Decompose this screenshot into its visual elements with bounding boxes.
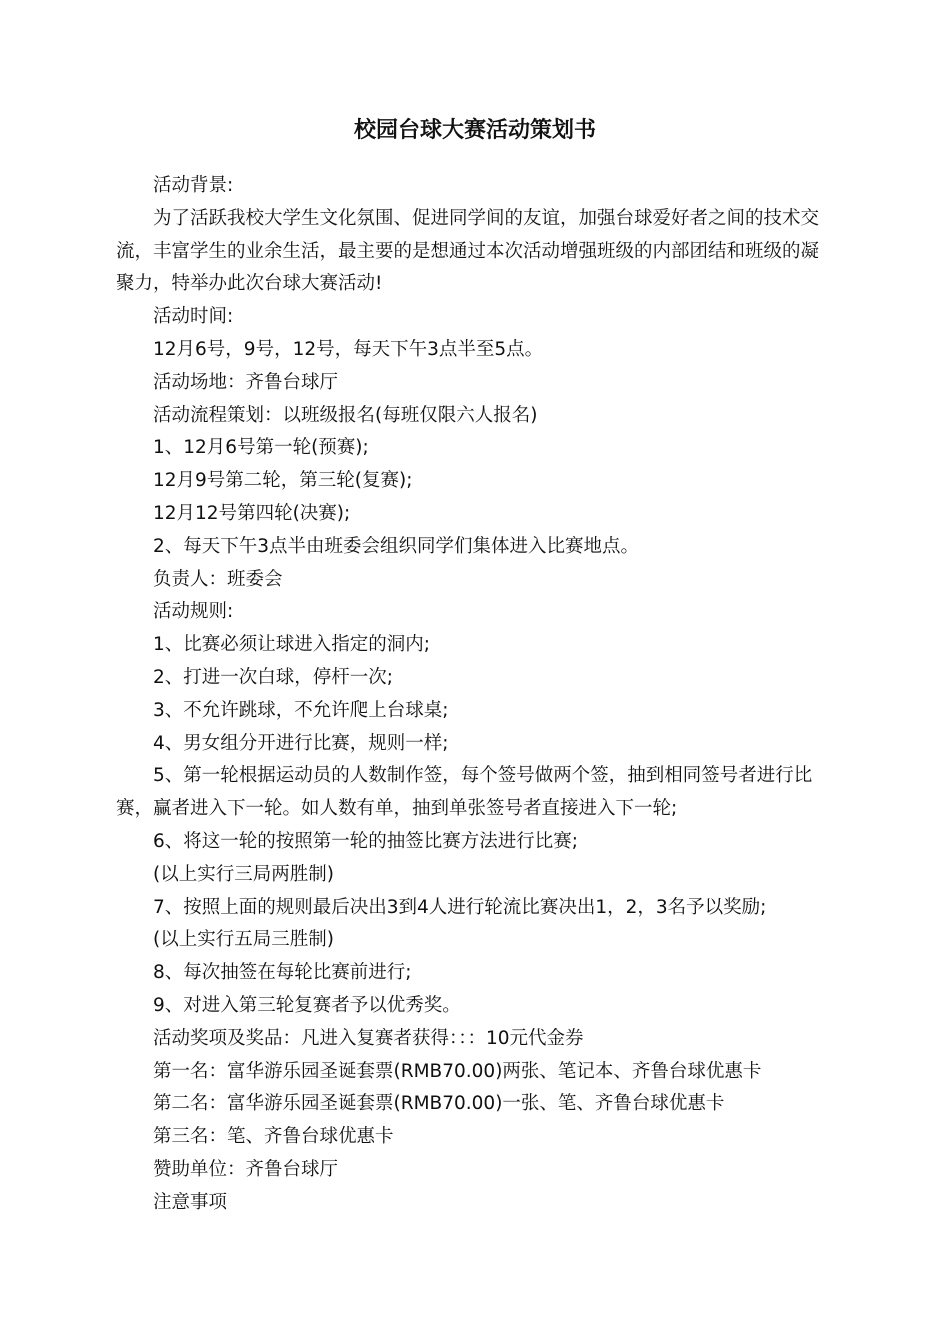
paragraph-prize-first: 第一名：富华游乐园圣诞套票(RMB70.00)两张、笔记本、齐鲁台球优惠卡 <box>153 1060 762 1082</box>
paragraph-process-round-1: 1、12月6号第一轮(预赛); <box>153 437 369 459</box>
paragraph-responsible: 负责人：班委会 <box>153 568 283 590</box>
paragraph-process-round-2-3: 12月9号第二轮，第三轮(复赛); <box>153 470 413 492</box>
paragraph-time-heading: 活动时间: <box>153 306 234 328</box>
document-body <box>116 170 836 1220</box>
paragraph-rule-3: 3、不允许跳球，不允许爬上台球桌; <box>153 699 449 721</box>
paragraph-rule-9: 9、对进入第三轮复赛者予以优秀奖。 <box>153 994 461 1016</box>
paragraph-rules-heading: 活动规则: <box>153 601 234 623</box>
paragraph-prize-second: 第二名：富华游乐园圣诞套票(RMB70.00)一张、笔、齐鲁台球优惠卡 <box>153 1093 725 1115</box>
paragraph-prize-third: 第三名：笔、齐鲁台球优惠卡 <box>153 1126 394 1148</box>
paragraph-process-gathering: 2、每天下午3点半由班委会组织同学们集体进入比赛地点。 <box>153 535 640 557</box>
paragraph-process-round-4: 12月12号第四轮(决赛); <box>153 502 351 524</box>
paragraph-rule-1: 1、比赛必须让球进入指定的洞内; <box>153 634 431 656</box>
paragraph-rule-7-note: (以上实行五局三胜制) <box>153 929 334 951</box>
paragraph-venue: 活动场地：齐鲁台球厅 <box>153 371 339 393</box>
paragraph-background-text: 为了活跃我校大学生文化氛围、促进同学间的友谊，加强台球爱好者之间的技术交流，丰富学生的业余生活，最主要的是想通过本次活动增强班级的内部团结和班级的凝聚力，特举办此次台球大赛活动! <box>116 207 820 295</box>
paragraph-time-text: 12月6号，9号，12号，每天下午3点半至5点。 <box>153 338 544 360</box>
paragraph-rule-7: 7、按照上面的规则最后决出3到4人进行轮流比赛决出1，2，3名予以奖励; <box>153 896 767 918</box>
paragraph-background-heading: 活动背景: <box>153 175 234 196</box>
paragraph-rule-2: 2、打进一次白球，停杆一次; <box>153 666 394 688</box>
paragraph-rule-5: 5、第一轮根据运动员的人数制作签，每个签号做两个签，抽到相同签号者进行比赛，赢者进入下一轮。如人数有单，抽到单张签号者直接进入下一轮; <box>116 765 813 820</box>
paragraph-rule-8: 8、每次抽签在每轮比赛前进行; <box>153 962 412 984</box>
paragraph-notes-heading: 注意事项 <box>153 1191 228 1213</box>
paragraph-process-heading: 活动流程策划：以班级报名(每班仅限六人报名) <box>153 404 538 426</box>
paragraph-rule-4: 4、男女组分开进行比赛，规则一样; <box>153 732 449 754</box>
paragraph-rule-6-note: (以上实行三局两胜制) <box>153 863 334 885</box>
paragraph-sponsor: 赞助单位：齐鲁台球厅 <box>153 1158 339 1180</box>
paragraph-prizes-heading: 活动奖项及奖品：凡进入复赛者获得：：：10元代金券 <box>153 1027 584 1049</box>
document-title: 校园台球大赛活动策划书 <box>353 118 596 143</box>
paragraph-rule-6: 6、将这一轮的按照第一轮的抽签比赛方法进行比赛; <box>153 830 579 852</box>
